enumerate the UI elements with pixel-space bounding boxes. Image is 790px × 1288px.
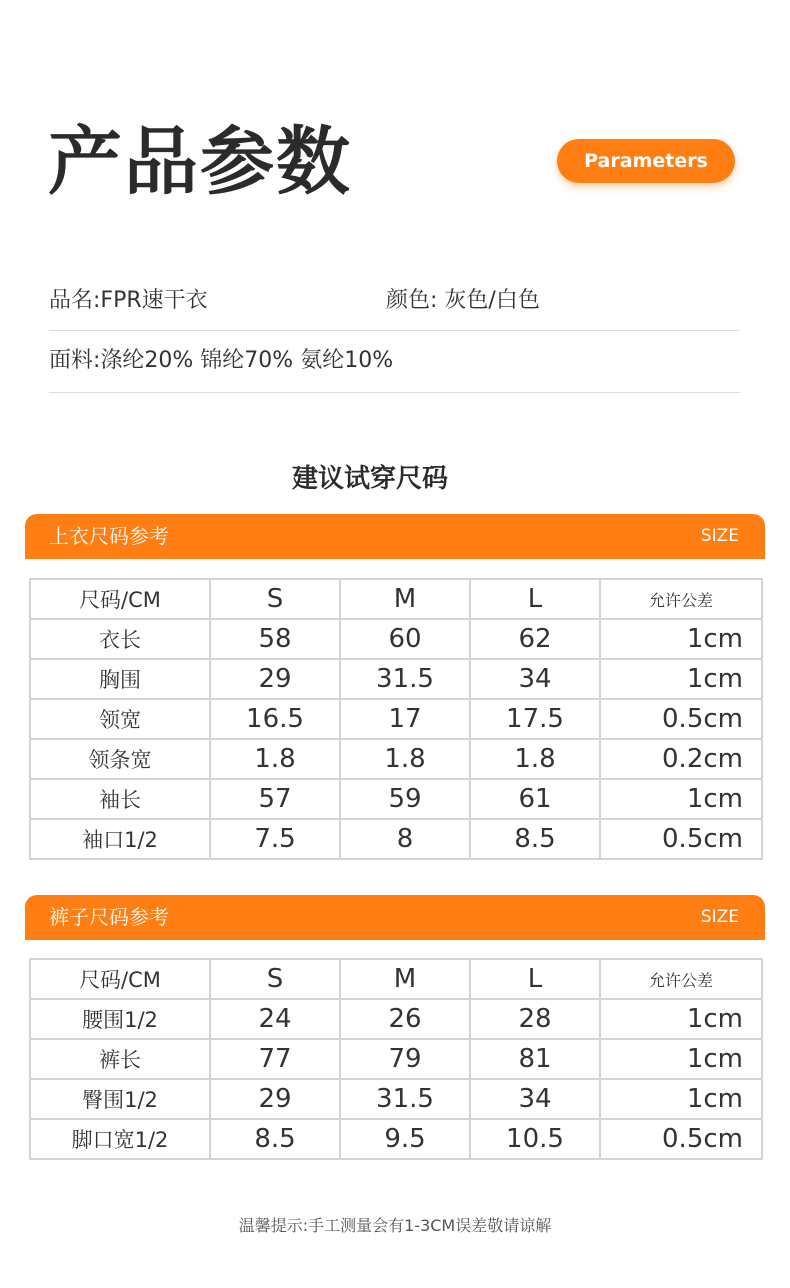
column-header: 尺码/CM xyxy=(30,579,210,619)
table-cell: 9.5 xyxy=(340,1119,470,1159)
table-cell: 1.8 xyxy=(470,739,600,779)
table-cell: 26 xyxy=(340,999,470,1039)
table-cell: 0.5cm xyxy=(600,699,762,739)
table-cell: 61 xyxy=(470,779,600,819)
table-cell: 29 xyxy=(210,659,340,699)
footer-note: 温馨提示:手工测量会有1-3CM误差敬请谅解 xyxy=(238,1216,552,1235)
table-cell: 59 xyxy=(340,779,470,819)
row-label: 裤长 xyxy=(30,1039,210,1079)
top-section-title: 上衣尺码参考 xyxy=(49,524,169,548)
column-header: 尺码/CM xyxy=(30,959,210,999)
column-header: S xyxy=(210,579,340,619)
row-label: 领宽 xyxy=(30,699,210,739)
table-cell: 1cm xyxy=(600,619,762,659)
product-name: 品名:FPR速干衣 xyxy=(49,288,208,313)
table-cell: 10.5 xyxy=(470,1119,600,1159)
table-cell: 1cm xyxy=(600,999,762,1039)
table-row xyxy=(30,1119,762,1159)
table-header-row xyxy=(30,579,762,619)
column-header: S xyxy=(210,959,340,999)
table-row xyxy=(30,739,762,779)
table-cell: 7.5 xyxy=(210,819,340,859)
table-cell: 1cm xyxy=(600,659,762,699)
table-row xyxy=(30,1079,762,1119)
top-size-table xyxy=(29,578,763,860)
product-color: 颜色: 灰色/白色 xyxy=(386,288,540,313)
table-row xyxy=(30,819,762,859)
table-header-row xyxy=(30,959,762,999)
table-cell: 0.2cm xyxy=(600,739,762,779)
column-header: 允许公差 xyxy=(600,579,762,619)
pants-section-header xyxy=(25,895,765,940)
top-section-size-label: SIZE xyxy=(700,526,739,546)
table-cell: 31.5 xyxy=(340,1079,470,1119)
table-cell: 17.5 xyxy=(470,699,600,739)
pants-section-title: 裤子尺码参考 xyxy=(49,905,169,929)
row-label: 胸围 xyxy=(30,659,210,699)
table-cell: 17 xyxy=(340,699,470,739)
row-label: 衣长 xyxy=(30,619,210,659)
table-cell: 58 xyxy=(210,619,340,659)
pants-section-size-label: SIZE xyxy=(700,907,739,927)
size-guide-title: 建议试穿尺码 xyxy=(291,464,448,494)
table-cell: 77 xyxy=(210,1039,340,1079)
table-cell: 1cm xyxy=(600,779,762,819)
product-fabric: 面料:涤纶20% 锦纶70% 氨纶10% xyxy=(49,348,394,373)
column-header: M xyxy=(340,959,470,999)
divider xyxy=(49,330,740,331)
column-header: M xyxy=(340,579,470,619)
table-row xyxy=(30,659,762,699)
table-cell: 1.8 xyxy=(340,739,470,779)
table-cell: 81 xyxy=(470,1039,600,1079)
table-row xyxy=(30,619,762,659)
table-cell: 31.5 xyxy=(340,659,470,699)
top-section-header xyxy=(25,514,765,559)
column-header: L xyxy=(470,579,600,619)
table-cell: 8 xyxy=(340,819,470,859)
table-row xyxy=(30,779,762,819)
table-cell: 1cm xyxy=(600,1039,762,1079)
table-cell: 79 xyxy=(340,1039,470,1079)
row-label: 领条宽 xyxy=(30,739,210,779)
pants-size-table xyxy=(29,958,763,1160)
row-label: 袖长 xyxy=(30,779,210,819)
table-row xyxy=(30,699,762,739)
table-cell: 28 xyxy=(470,999,600,1039)
table-cell: 34 xyxy=(470,1079,600,1119)
table-cell: 60 xyxy=(340,619,470,659)
row-label: 袖口1/2 xyxy=(30,819,210,859)
table-cell: 1.8 xyxy=(210,739,340,779)
table-cell: 0.5cm xyxy=(600,1119,762,1159)
parameters-badge: Parameters xyxy=(557,139,735,183)
column-header: L xyxy=(470,959,600,999)
table-cell: 8.5 xyxy=(210,1119,340,1159)
table-cell: 62 xyxy=(470,619,600,659)
page-title: 产品参数 xyxy=(48,119,352,205)
divider xyxy=(49,392,740,393)
table-cell: 29 xyxy=(210,1079,340,1119)
table-cell: 34 xyxy=(470,659,600,699)
table-cell: 57 xyxy=(210,779,340,819)
row-label: 腰围1/2 xyxy=(30,999,210,1039)
table-cell: 24 xyxy=(210,999,340,1039)
table-cell: 8.5 xyxy=(470,819,600,859)
table-cell: 16.5 xyxy=(210,699,340,739)
column-header: 允许公差 xyxy=(600,959,762,999)
row-label: 脚口宽1/2 xyxy=(30,1119,210,1159)
table-row xyxy=(30,1039,762,1079)
table-cell: 0.5cm xyxy=(600,819,762,859)
row-label: 臀围1/2 xyxy=(30,1079,210,1119)
table-row xyxy=(30,999,762,1039)
table-cell: 1cm xyxy=(600,1079,762,1119)
